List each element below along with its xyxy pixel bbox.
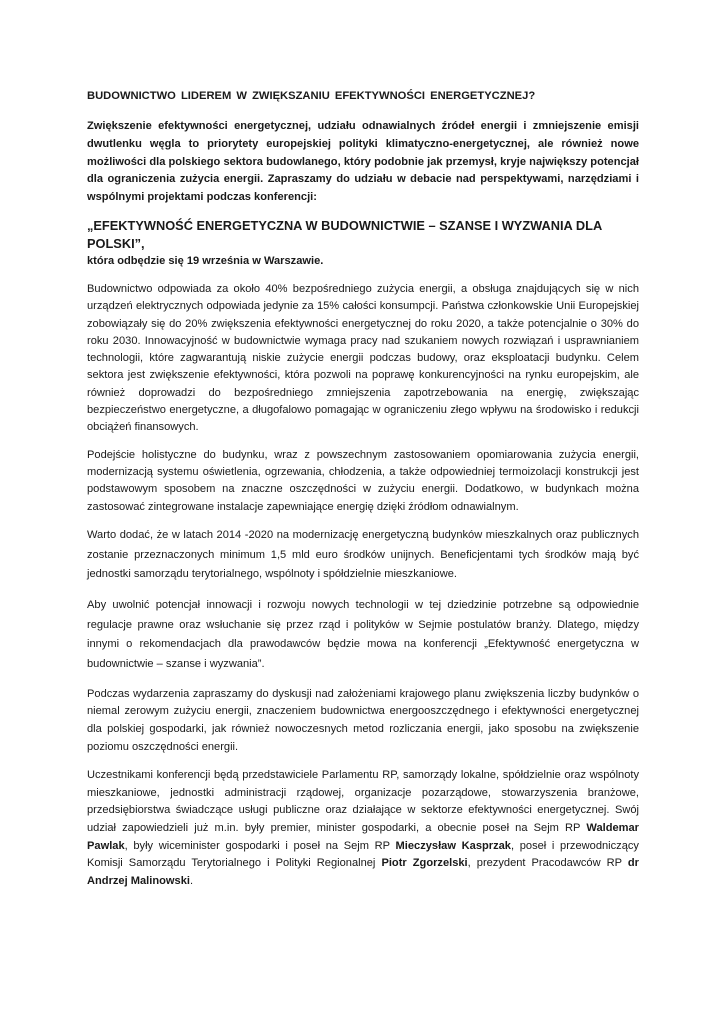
speaker-name-1: Waldemar Pawlak xyxy=(87,821,639,852)
paragraph-6-text-5: . xyxy=(189,874,194,887)
body-paragraph-5: Podczas wydarzenia zapraszamy do dyskusji nad założeniami krajowego planu zwiększenia liczby budynków o niemal zerowym zużyciu energii, znaczeniem budownictwa energooszczędnego i efektywności energetycznej dla polskiej gospodarki, jak również nowoczesnych metod rozliczania energii, jako sposobu na zwiększenie poziomu oszczędności energii. xyxy=(87,687,639,753)
body-paragraph-2: Podejście holistyczne do budynku, wraz z powszechnym zastosowaniem opomiarowania zużycia energii, modernizacją systemu oświetlenia, ogrzewania, chłodzenia, a także odpowiedniej termoizolacji konstrukcji jest podstawowym sposobem na znaczne oszczędności w zużyciu energii. Dodatkowo, w budynkach można zastosować zintegrowane instalacje zapewniające energię dzięki źródłom odnawialnym. xyxy=(87,448,639,513)
body-paragraph-4: Aby uwolnić potencjał innowacji i rozwoju nowych technologii w tej dziedzinie potrzebne są odpowiednie regulacje prawne oraz wsłuchanie się przez rząd i polityków w Sejmie postulatów branży. Dlatego, między innymi o rekomendacjach dla prawodawców będzie mowa na konferencji „Efektywność energetyczna w budownictwie – szanse i wyzwania”. xyxy=(87,598,639,671)
body-paragraph-1: Budownictwo odpowiada za około 40% bezpośredniego zużycia energii, a obsługa znajdujących się w nich urządzeń elektrycznych odpowiada jedynie za 15% całości konsumpcji. Państwa członkowskie Unii Europejskiej zobowiązały się do 20% zwiększenia efektywności energetycznej do roku 2020, a także potencjalnie o 30% do roku 2030. Innowacyjność w budownictwie wymaga pracy nad szukaniem nowych rozwiązań i usprawnianiem technologii, które zagwarantują niskie zużycie energii podczas budowy, oraz eksploatacji budynku. Celem sektora jest zwiększenie efektywności, która pozwoli na poprawę konkurencyjności na rynku europejskim, ale również doprowadzi do bezpośredniego zmniejszenia zapotrzebowania na energię, zwiększając bezpieczeństwo energetyczne, a długofalowo pomagając w ograniczeniu złego wpływu na środowisko i redukcji obciążeń finansowych. xyxy=(87,282,639,434)
body-paragraph-6 xyxy=(87,767,639,890)
document-page xyxy=(87,88,639,901)
document-heading: BUDOWNICTWO LIDEREM W ZWIĘKSZANIU EFEKTYWNOŚCI ENERGETYCZNEJ? xyxy=(87,90,536,102)
speaker-name-4: dr Andrzej Malinowski xyxy=(87,857,639,887)
paragraph-6-text-1: Uczestnikami konferencji będą przedstawiciele Parlamentu RP, samorządy lokalne, spółdzielnie oraz wspólnoty mieszkaniowe, jednostki administracji rządowej, organizacje pozarządowe, stowarzyszenia branżowe, przedsiębiorstwa świadczące usługi publiczne oraz działające w sektorze efektywności energetycznej. Swój udział zapowiedzieli już m.in. były premier, minister gospodarki, a obecnie poseł na Sejm RP xyxy=(87,769,639,834)
paragraph-6-text-2: , były wiceminister gospodarki i poseł na Sejm RP xyxy=(124,839,396,852)
event-subtitle: która odbędzie się 19 września w Warszawie. xyxy=(87,254,324,267)
event-announcement xyxy=(87,217,639,270)
speaker-name-2: Mieczysław Kasprzak xyxy=(395,839,511,852)
paragraph-6-text-4: , prezydent Pracodawców RP xyxy=(467,857,628,870)
event-title: „EFEKTYWNOŚĆ ENERGETYCZNA W BUDOWNICTWIE – SZANSE I WYZWANIA DLA POLSKI”, xyxy=(87,217,602,251)
lead-paragraph: Zwiększenie efektywności energetycznej, udziału odnawialnych źródeł energii i zmniejszenie emisji dwutlenku węgla to priorytety europejskiej polityki klimatyczno-energetycznej, ale również nowe możliwości dla polskiego sektora budowlanego, który podobnie jak przemysł, kryje największy potencjał dla ograniczenia zużycia energii. Zapraszamy do udziału w debacie nad perspektywami, narzędziami i wspólnymi projektami podczas konferencji: xyxy=(87,120,639,204)
speaker-name-3: Piotr Zgorzelski xyxy=(381,857,468,870)
body-paragraph-3: Warto dodać, że w latach 2014 -2020 na modernizację energetyczną budynków mieszkalnych oraz publicznych zostanie przeznaczonych minimum 1,5 mld euro środków unijnych. Beneficjentami tych środków mają być jednostki samorządu terytorialnego, wspólnoty i spółdzielnie mieszkaniowe. xyxy=(87,528,639,581)
paragraph-6-text-3: , poseł i przewodniczący Komisji Samorządu Terytorialnego i Polityki Regionalnej xyxy=(87,839,639,870)
